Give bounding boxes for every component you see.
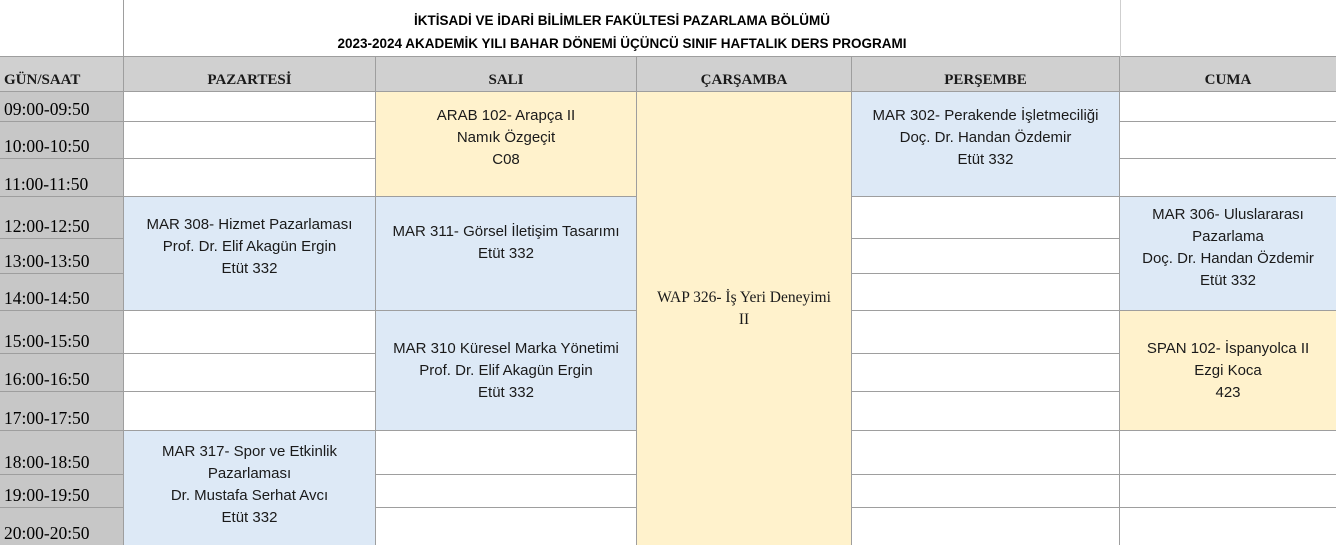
empty-slot [124,354,376,392]
empty-slot [852,239,1120,274]
time-slot: 11:00-11:50 [0,159,124,197]
time-slot: 19:00-19:50 [0,475,124,508]
course-name: MAR 310 Küresel Marka Yönetimi [393,339,619,357]
header-friday: CUMA [1120,57,1336,92]
header-thursday: PERŞEMBE [852,57,1120,92]
course-mar306 [1120,197,1336,311]
header-time: GÜN/SAAT [0,57,124,92]
time-slot: 13:00-13:50 [0,239,124,274]
course-instructor: Dr. Mustafa Serhat Avcı [170,487,329,504]
course-room: Etüt 332 [221,509,278,526]
empty-slot [124,92,376,122]
empty-slot [852,197,1120,239]
empty-slot [852,431,1120,475]
time-slot: 18:00-18:50 [0,431,124,475]
empty-slot [852,508,1120,545]
page-title-line-1: İKTİSADİ VE İDARİ BİLİMLER FAKÜLTESİ PAZARLAMA BÖLÜMÜ [414,13,830,28]
course-instructor: Doç. Dr. Handan Özdemir [1142,249,1314,267]
course-mar308 [124,197,376,311]
empty-slot [124,311,376,354]
course-name: ARAB 102- Arapça II [436,107,576,124]
page-title-line-2: 2023-2024 AKADEMİK YILI BAHAR DÖNEMİ ÜÇÜNCÜ SINIF HAFTALIK DERS PROGRAMI [337,36,907,51]
course-mar317 [124,431,376,545]
course-room: Etüt 332 [221,259,278,277]
time-slot: 10:00-10:50 [0,122,124,159]
course-room: Etüt 332 [1200,271,1256,289]
time-slot: 14:00-14:50 [0,274,124,311]
empty-slot [1120,431,1336,475]
course-mar310 [376,311,637,431]
empty-slot [852,274,1120,311]
course-wap326 [637,92,852,545]
time-slot: 12:00-12:50 [0,197,124,239]
course-name: MAR 308- Hizmet Pazarlaması [146,215,353,233]
time-slot: 16:00-16:50 [0,354,124,392]
empty-slot [124,159,376,197]
course-instructor: Prof. Dr. Elif Akagün Ergin [162,237,337,255]
course-room: 423 [1215,383,1241,401]
empty-slot [1120,159,1336,197]
empty-slot [852,354,1120,392]
time-slot: 15:00-15:50 [0,311,124,354]
course-instructor: Namık Özgeçit [456,129,556,146]
course-room: C08 [492,151,520,168]
course-room: Etüt 332 [478,244,534,262]
header-monday: PAZARTESİ [124,57,376,92]
time-slot: 20:00-20:50 [0,508,124,545]
empty-slot [124,392,376,431]
course-instructor: Prof. Dr. Elif Akagün Ergin [419,361,593,379]
header-tuesday: SALI [376,57,637,92]
empty-slot [376,508,637,545]
course-name: SPAN 102- İspanyolca II [1146,339,1310,357]
title-left-gutter [0,0,124,57]
course-name-line-1: MAR 306- Uluslararası [1152,205,1304,223]
empty-slot [1120,122,1336,159]
course-name: MAR 311- Görsel İletişim Tasarımı [392,222,620,240]
course-instructor: Doç. Dr. Handan Özdemir [899,129,1072,146]
empty-slot [1120,92,1336,122]
empty-slot [376,475,637,508]
course-room: Etüt 332 [478,383,534,401]
course-mar311 [376,197,637,311]
empty-slot [1120,475,1336,508]
course-name-line-1: MAR 317- Spor ve Etkinlik [161,443,338,460]
empty-slot [1120,508,1336,545]
empty-slot [852,392,1120,431]
empty-slot [376,431,637,475]
empty-slot [852,475,1120,508]
empty-slot [124,122,376,159]
course-name-line-2: Pazarlama [1192,227,1264,245]
course-name-line-2: Pazarlaması [207,465,292,482]
title-right-gutter [1120,0,1336,57]
course-name-line-2: II [738,310,750,328]
course-arab102 [376,92,637,197]
course-name-line-1: WAP 326- İş Yeri Deneyimi [657,288,831,306]
course-instructor: Ezgi Koca [1194,361,1262,379]
course-span102 [1120,311,1336,431]
course-mar302 [852,92,1120,197]
time-slot: 17:00-17:50 [0,392,124,431]
course-room: Etüt 332 [957,151,1014,168]
course-name: MAR 302- Perakende İşletmeciliği [872,107,1099,124]
time-slot: 09:00-09:50 [0,92,124,122]
header-wednesday: ÇARŞAMBA [637,57,852,92]
empty-slot [852,311,1120,354]
